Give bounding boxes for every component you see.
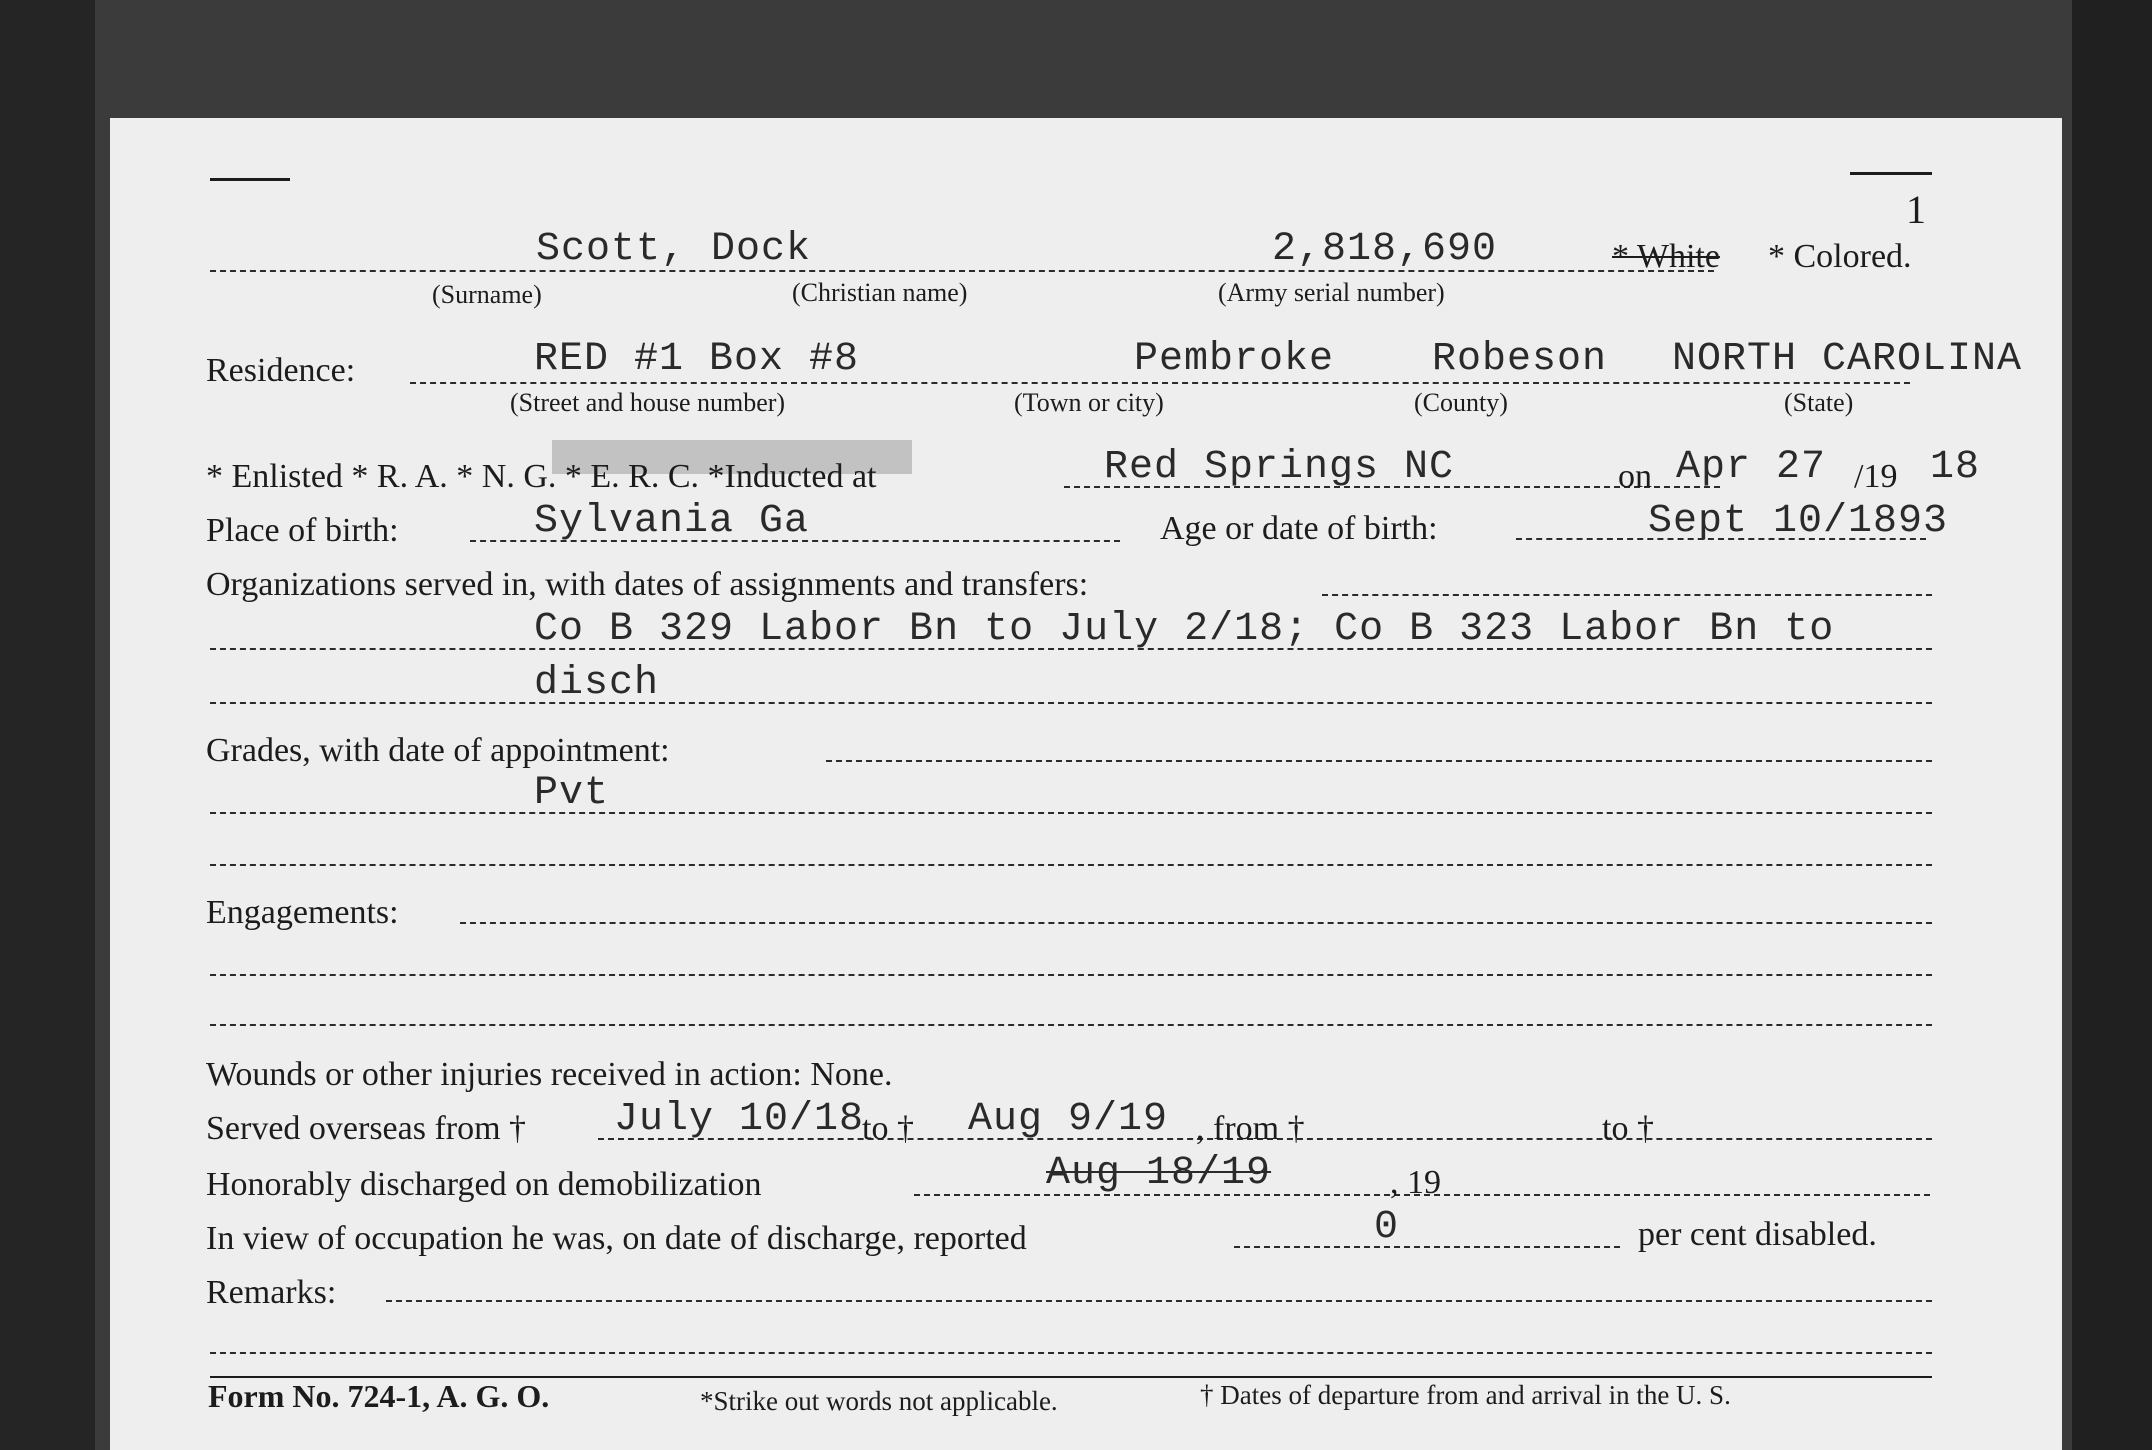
organizations-line-0 [1322,594,1932,596]
organizations-value-1: Co B 329 Labor Bn to July 2/18; Co B 323 Labor Bn to [534,607,1835,652]
disability-label: In view of occupation he was, on date of discharge, reported [206,1220,1027,1257]
disability-suffix: per cent disabled. [1638,1216,1877,1253]
street-caption: (Street and house number) [510,388,786,417]
engagements-line-0 [460,922,1932,924]
overseas-from: July 10/18 [614,1097,865,1142]
grades-label: Grades, with date of appointment: [206,732,670,769]
engagements-label: Engagements: [206,894,399,931]
residence-town: Pembroke [1134,337,1335,382]
wounds-text: Wounds or other injuries received in action: None. [206,1056,893,1093]
birth-place-value: Sylvania Ga [534,499,810,544]
remarks-line-1 [210,1352,1932,1354]
inducted-place: Red Springs NC [1104,445,1455,490]
disability-line [1234,1246,1620,1248]
form-number: Form No. 724-1, A. G. O. [208,1378,550,1414]
top-left-rule [210,178,290,181]
service-record-card [110,118,2062,1450]
residence-street: RED #1 Box #8 [534,337,860,382]
overseas-to: Aug 9/19 [968,1097,1169,1142]
grades-value: Pvt [534,771,610,816]
remarks-line-0 [386,1300,1932,1302]
inducted-date: Apr 27 [1676,445,1827,490]
surname-caption: (Surname) [432,280,542,309]
residence-label: Residence: [206,352,356,389]
scan-left-edge [0,0,95,1450]
residence-line [410,382,1910,384]
race-white: * White [1612,238,1720,275]
engagements-line-1 [210,974,1932,976]
overseas-from2-label: , from † [1196,1110,1305,1147]
organizations-line-2 [210,702,1932,704]
county-caption: (County) [1414,388,1508,417]
engagements-line-2 [210,1024,1932,1026]
christian-name-caption: (Christian name) [792,278,968,307]
enlistment-options: * Enlisted * R. A. * N. G. * E. R. C. *Inducted at [206,458,877,495]
discharge-label: Honorably discharged on demobilization [206,1166,762,1203]
organizations-value-2: disch [534,661,660,706]
discharge-date: Aug 18/19 [1046,1151,1272,1196]
birth-date-label: Age or date of birth: [1160,510,1438,547]
footer-note-dates: † Dates of departure from and arrival in the U. S. [1200,1380,1731,1410]
grades-line-2 [210,864,1932,866]
remarks-label: Remarks: [206,1274,337,1311]
footer-note-strike: *Strike out words not applicable. [700,1386,1058,1416]
on-label: on [1618,458,1652,495]
overseas-to-label: to † [862,1110,914,1147]
race-colored: * Colored. [1768,238,1912,275]
serial-caption: (Army serial number) [1218,278,1445,307]
birth-date-value: Sept 10/1893 [1648,499,1949,544]
state-caption: (State) [1784,388,1854,417]
grades-line-1 [210,812,1932,814]
residence-state: NORTH CAROLINA [1672,337,2023,382]
disability-percent: 0 [1374,1205,1400,1250]
birth-place-label: Place of birth: [206,512,399,549]
overseas-label: Served overseas from † [206,1110,527,1147]
card-number: 1 [1906,187,1926,232]
residence-county: Robeson [1432,337,1608,382]
year-suffix: 18 [1930,445,1981,490]
discharge-year-label: , 19 [1390,1164,1441,1201]
serial-value: 2,818,690 [1272,227,1498,272]
overseas-to2-label: to † [1602,1110,1654,1147]
name-value: Scott, Dock [536,227,812,272]
scan-right-edge [2072,0,2152,1450]
grades-line-0 [826,760,1932,762]
town-caption: (Town or city) [1014,388,1164,417]
year-prefix: /19 [1854,458,1898,495]
top-right-rule [1850,172,1932,175]
organizations-label: Organizations served in, with dates of assignments and transfers: [206,566,1089,603]
